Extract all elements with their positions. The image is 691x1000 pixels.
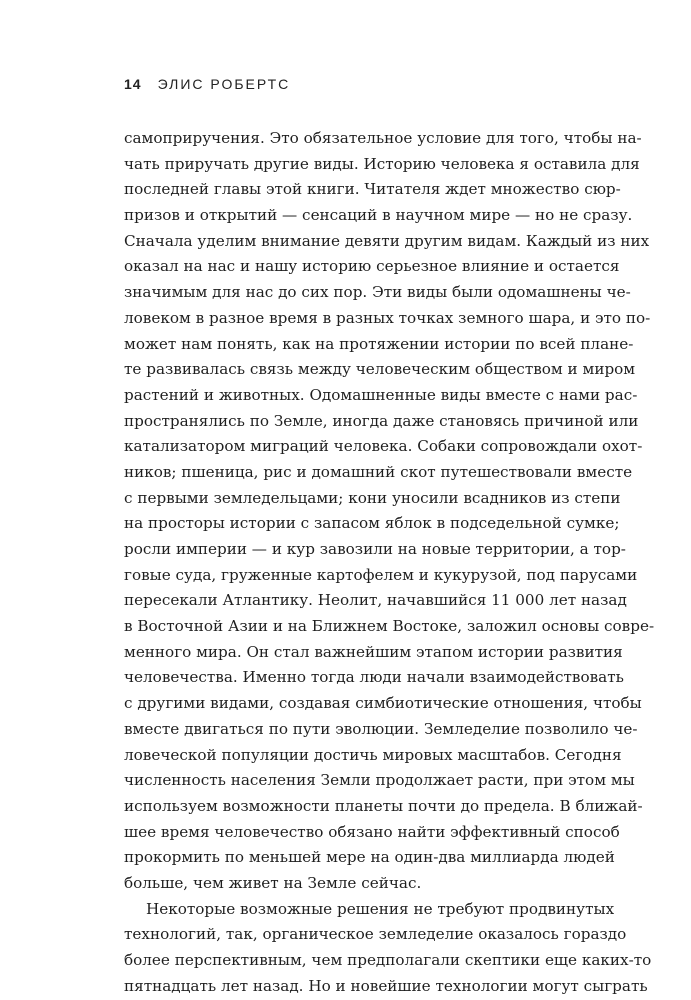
text-line: технологий, так, органическое земледелие оказалось гораздо [124,925,627,944]
text-line: росли империи — и кур завозили на новые территории, а тор- [124,540,626,558]
text-line: шее время человечество обязано найти эффективный способ [124,822,620,841]
text-line: Сначала уделим внимание девяти другим видам. Каждый из них [124,231,650,250]
text-line: последней главы этой книги. Читателя ждет множество сюр- [124,180,621,199]
running-head-author: ЭЛИС РОБЕРТС [157,76,291,92]
text-line: больше, чем живет на Земле сейчас. [124,873,422,892]
running-head [124,76,290,92]
text-line: более перспективным, чем предполагали скептики еще каких-то [124,951,652,969]
text-line: может нам понять, как на протяжении истории по всей плане- [124,334,634,353]
text-line: на просторы истории с запасом яблок в подседельной сумке; [124,514,620,533]
text-line: катализатором миграций человека. Собаки сопровождали охот- [124,437,643,456]
text-line: прокормить по меньшей мере на один-два миллиарда людей [124,848,615,867]
text-line: с первыми земледельцами; кони уносили всадников из степи [124,488,621,507]
text-line: используем возможности планеты почти до предела. В ближай- [124,796,643,815]
paragraph [124,126,655,897]
text-line: значимым для нас до сих пор. Эти виды были одомашнены че- [124,283,631,302]
text-line: вместе двигаться по пути эволюции. Земледелие позволило че- [124,719,638,738]
text-line: численность населения Земли продолжает расти, при этом мы [124,771,635,790]
text-line: призов и открытий — сенсаций в научном мире — но не сразу. [124,206,633,225]
text-line: пересекали Атлантику. Неолит, начавшийся 11 000 лет назад [124,591,627,610]
text-line: растений и животных. Одомашненные виды вместе с нами рас- [124,385,638,404]
text-line: ловеком в разное время в разных точках земного шара, и это по- [124,308,651,327]
text-line: говые суда, груженные картофелем и кукурузой, под парусами [124,565,638,584]
text-line: человечества. Именно тогда люди начали взаимодействовать [124,668,624,687]
text-line: те развивалась связь между человеческим обществом и миром [124,360,636,379]
text-line: самоприручения. Это обязательное условие для того, чтобы на- [124,129,642,147]
text-line: чать приручать другие виды. Историю человека я оставила для [124,154,640,173]
page-number: 14 [124,76,142,92]
text-line: пространялись по Земле, иногда даже становясь причиной или [124,411,639,430]
text-line: Некоторые возможные решения не требуют продвинутых [146,899,615,918]
text-line: менного мира. Он стал важнейшим этапом истории развития [124,642,623,661]
body-text [124,126,655,999]
text-line: оказал на нас и нашу историю серьезное влияние и остается [124,257,620,276]
text-line: с другими видами, создавая симбиотические отношения, чтобы [124,694,642,713]
text-line: в Восточной Азии и на Ближнем Востоке, заложил основы совре- [124,617,655,636]
paragraph [124,897,652,1000]
text-line: ловеческой популяции достичь мировых масштабов. Сегодня [124,745,622,764]
text-line: ников; пшеница, рис и домашний скот путешествовали вместе [124,462,633,481]
text-line: пятнадцать лет назад. Но и новейшие технологии могут сыграть [124,976,648,995]
